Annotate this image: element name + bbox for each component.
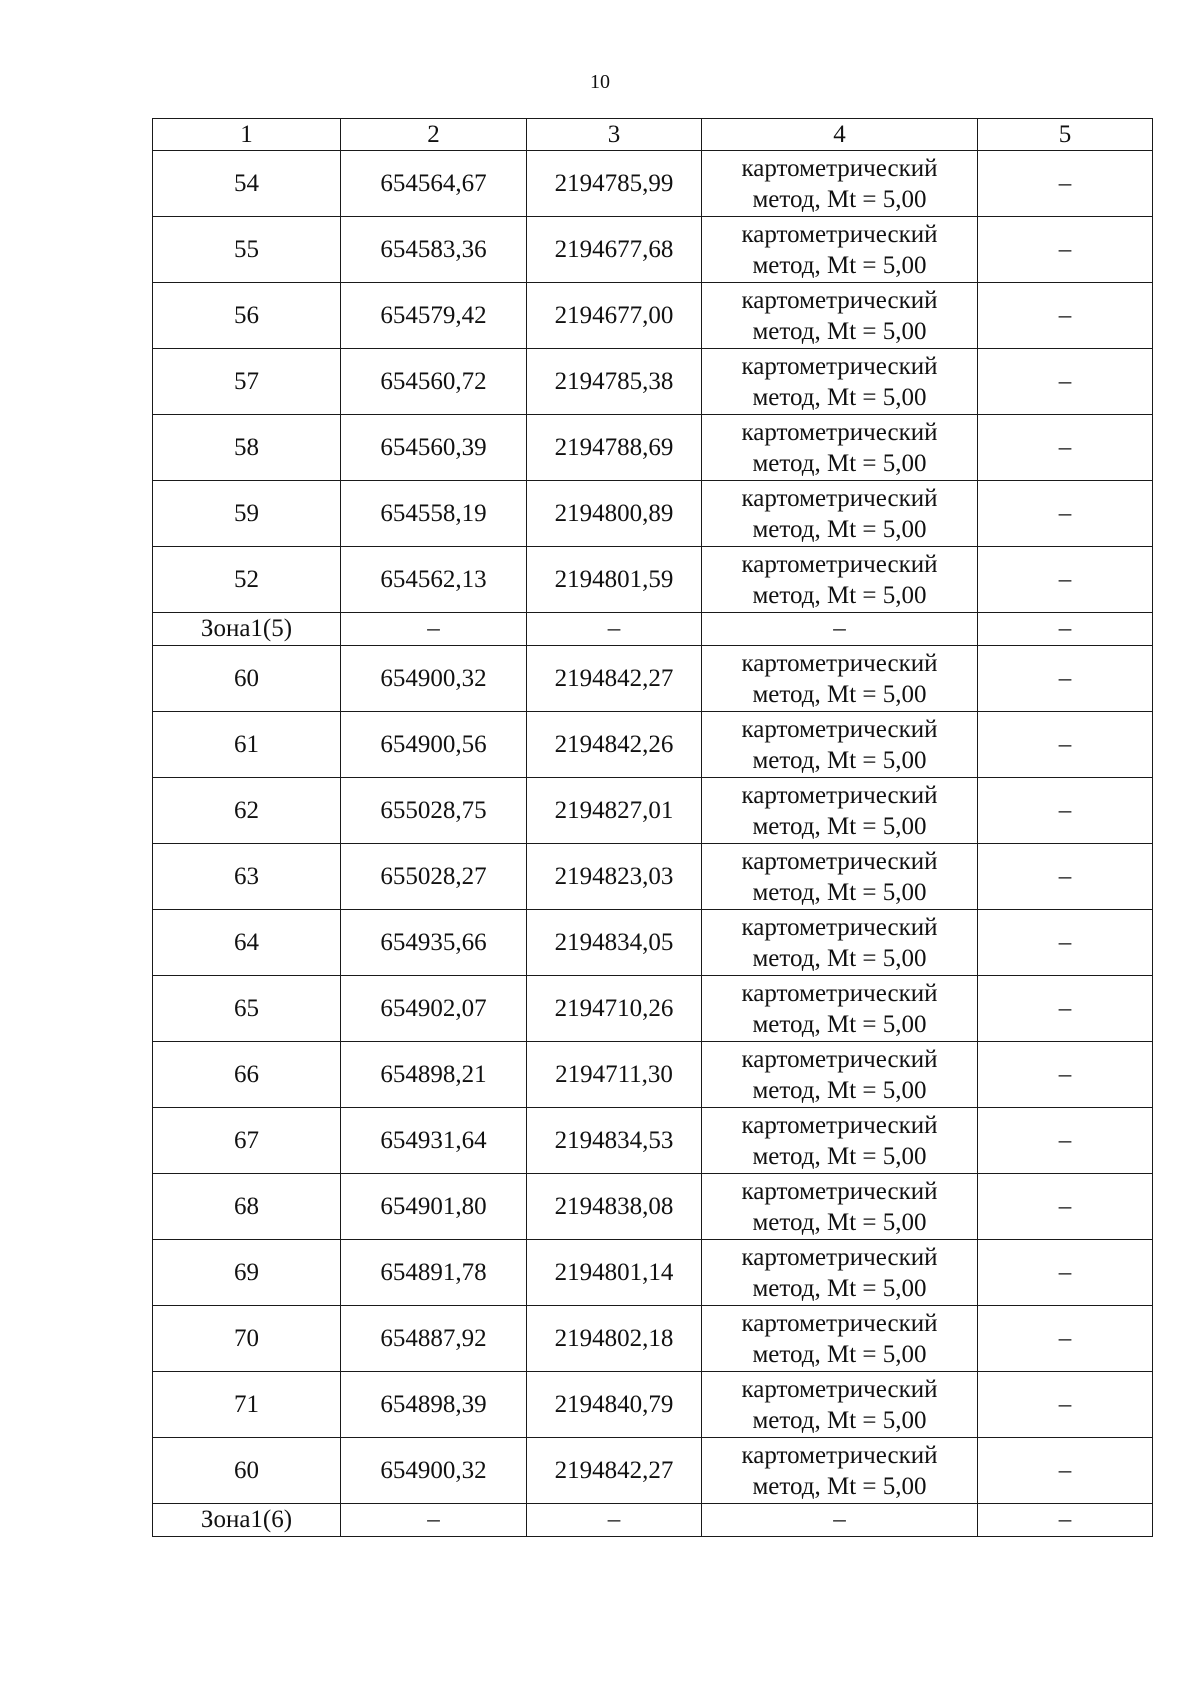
x-coordinate-cell: 654887,92	[341, 1306, 527, 1372]
y-coordinate-cell: 2194785,38	[527, 349, 702, 415]
method-cell	[702, 481, 978, 547]
method-line-2: метод, Mt = 5,00	[752, 1406, 927, 1434]
method-cell: –	[702, 1504, 978, 1537]
method-line-2: метод, Mt = 5,00	[752, 185, 927, 213]
method-cell	[702, 1042, 978, 1108]
method-line-1: картометрический	[741, 1177, 938, 1205]
y-coordinate-cell: 2194785,99	[527, 151, 702, 217]
x-coordinate-cell: 654898,39	[341, 1372, 527, 1438]
table-row	[153, 283, 1153, 349]
notes-cell: –	[978, 415, 1153, 481]
header-row	[153, 119, 1153, 151]
method-cell	[702, 976, 978, 1042]
point-number-cell: 68	[153, 1174, 341, 1240]
x-coordinate-cell: 654891,78	[341, 1240, 527, 1306]
method-line-1: картометрический	[741, 418, 938, 446]
y-coordinate-cell: 2194677,00	[527, 283, 702, 349]
method-cell	[702, 1438, 978, 1504]
y-coordinate-cell: –	[527, 1504, 702, 1537]
column-header-5: 5	[978, 119, 1153, 151]
method-line-2: метод, Mt = 5,00	[752, 1142, 927, 1170]
method-cell	[702, 547, 978, 613]
y-coordinate-cell: 2194801,59	[527, 547, 702, 613]
x-coordinate-cell: 655028,27	[341, 844, 527, 910]
point-number-cell: 63	[153, 844, 341, 910]
method-line-2: метод, Mt = 5,00	[752, 251, 927, 279]
point-number-cell: 54	[153, 151, 341, 217]
notes-cell: –	[978, 151, 1153, 217]
method-line-1: картометрический	[741, 1111, 938, 1139]
y-coordinate-cell: 2194788,69	[527, 415, 702, 481]
method-line-2: метод, Mt = 5,00	[752, 1076, 927, 1104]
table-header	[153, 119, 1153, 151]
page-number: 10	[590, 71, 610, 93]
column-header-1: 1	[153, 119, 341, 151]
table-row	[153, 547, 1153, 613]
column-header-3: 3	[527, 119, 702, 151]
column-header-2: 2	[341, 119, 527, 151]
x-coordinate-cell: 654902,07	[341, 976, 527, 1042]
notes-cell: –	[978, 1504, 1153, 1537]
table-row	[153, 844, 1153, 910]
x-coordinate-cell: –	[341, 613, 527, 646]
notes-cell: –	[978, 1438, 1153, 1504]
method-line-1: картометрический	[741, 847, 938, 875]
method-cell	[702, 910, 978, 976]
point-number-cell: 60	[153, 1438, 341, 1504]
method-cell	[702, 844, 978, 910]
x-coordinate-cell: 655028,75	[341, 778, 527, 844]
method-line-1: картометрический	[741, 220, 938, 248]
method-line-2: метод, Mt = 5,00	[752, 812, 927, 840]
notes-cell: –	[978, 646, 1153, 712]
method-cell	[702, 151, 978, 217]
point-number-cell: 61	[153, 712, 341, 778]
point-number-cell: 70	[153, 1306, 341, 1372]
table-row	[153, 1174, 1153, 1240]
table-row	[153, 481, 1153, 547]
table-row	[153, 778, 1153, 844]
method-line-1: картометрический	[741, 913, 938, 941]
y-coordinate-cell: 2194802,18	[527, 1306, 702, 1372]
table-row	[153, 1372, 1153, 1438]
method-line-1: картометрический	[741, 1309, 938, 1337]
notes-cell: –	[978, 613, 1153, 646]
x-coordinate-cell: 654583,36	[341, 217, 527, 283]
method-cell: –	[702, 613, 978, 646]
table-row	[153, 1306, 1153, 1372]
notes-cell: –	[978, 1174, 1153, 1240]
y-coordinate-cell: 2194710,26	[527, 976, 702, 1042]
notes-cell: –	[978, 283, 1153, 349]
y-coordinate-cell: 2194834,53	[527, 1108, 702, 1174]
table-row	[153, 151, 1153, 217]
point-number-cell: 56	[153, 283, 341, 349]
notes-cell: –	[978, 976, 1153, 1042]
method-line-1: картометрический	[741, 352, 938, 380]
point-number-cell: 59	[153, 481, 341, 547]
y-coordinate-cell: 2194842,27	[527, 646, 702, 712]
point-number-cell: 66	[153, 1042, 341, 1108]
x-coordinate-cell: 654935,66	[341, 910, 527, 976]
point-number-cell: 64	[153, 910, 341, 976]
point-number-cell: 71	[153, 1372, 341, 1438]
x-coordinate-cell: –	[341, 1504, 527, 1537]
notes-cell: –	[978, 1042, 1153, 1108]
method-line-2: метод, Mt = 5,00	[752, 383, 927, 411]
method-cell	[702, 283, 978, 349]
point-number-cell: 58	[153, 415, 341, 481]
notes-cell: –	[978, 910, 1153, 976]
method-line-2: метод, Mt = 5,00	[752, 317, 927, 345]
point-number-cell: 65	[153, 976, 341, 1042]
x-coordinate-cell: 654564,67	[341, 151, 527, 217]
method-line-2: метод, Mt = 5,00	[752, 1274, 927, 1302]
x-coordinate-cell: 654931,64	[341, 1108, 527, 1174]
y-coordinate-cell: 2194711,30	[527, 1042, 702, 1108]
notes-cell: –	[978, 1240, 1153, 1306]
method-cell	[702, 646, 978, 712]
table-row	[153, 1042, 1153, 1108]
method-line-1: картометрический	[741, 154, 938, 182]
table-row	[153, 1108, 1153, 1174]
method-cell	[702, 1108, 978, 1174]
method-cell	[702, 217, 978, 283]
method-line-2: метод, Mt = 5,00	[752, 1472, 927, 1500]
point-number-cell: 52	[153, 547, 341, 613]
method-line-1: картометрический	[741, 484, 938, 512]
method-line-1: картометрический	[741, 286, 938, 314]
point-number-cell: 62	[153, 778, 341, 844]
method-line-2: метод, Mt = 5,00	[752, 944, 927, 972]
table-row	[153, 712, 1153, 778]
method-line-2: метод, Mt = 5,00	[752, 515, 927, 543]
method-cell	[702, 1372, 978, 1438]
method-line-2: метод, Mt = 5,00	[752, 746, 927, 774]
y-coordinate-cell: 2194842,26	[527, 712, 702, 778]
method-line-2: метод, Mt = 5,00	[752, 1010, 927, 1038]
x-coordinate-cell: 654560,72	[341, 349, 527, 415]
x-coordinate-cell: 654900,32	[341, 1438, 527, 1504]
method-line-1: картометрический	[741, 649, 938, 677]
method-line-1: картометрический	[741, 781, 938, 809]
method-cell	[702, 415, 978, 481]
point-number-cell: 55	[153, 217, 341, 283]
table-row	[153, 910, 1153, 976]
notes-cell: –	[978, 1372, 1153, 1438]
x-coordinate-cell: 654558,19	[341, 481, 527, 547]
method-line-2: метод, Mt = 5,00	[752, 680, 927, 708]
method-line-2: метод, Mt = 5,00	[752, 878, 927, 906]
notes-cell: –	[978, 1306, 1153, 1372]
table-row	[153, 1438, 1153, 1504]
table-row	[153, 217, 1153, 283]
point-number-cell: 69	[153, 1240, 341, 1306]
method-line-1: картометрический	[741, 979, 938, 1007]
method-cell	[702, 349, 978, 415]
method-line-2: метод, Mt = 5,00	[752, 581, 927, 609]
x-coordinate-cell: 654898,21	[341, 1042, 527, 1108]
zone-label-cell: Зона1(6)	[153, 1504, 341, 1537]
method-cell	[702, 1240, 978, 1306]
method-cell	[702, 712, 978, 778]
table-row	[153, 349, 1153, 415]
y-coordinate-cell: 2194838,08	[527, 1174, 702, 1240]
x-coordinate-cell: 654560,39	[341, 415, 527, 481]
table-row	[153, 1240, 1153, 1306]
notes-cell: –	[978, 217, 1153, 283]
zone-label-cell: Зона1(5)	[153, 613, 341, 646]
y-coordinate-cell: –	[527, 613, 702, 646]
notes-cell: –	[978, 349, 1153, 415]
method-line-1: картометрический	[741, 550, 938, 578]
notes-cell: –	[978, 481, 1153, 547]
table-row	[153, 976, 1153, 1042]
point-number-cell: 57	[153, 349, 341, 415]
method-line-1: картометрический	[741, 1441, 938, 1469]
notes-cell: –	[978, 844, 1153, 910]
zone-separator-row	[153, 1504, 1153, 1537]
x-coordinate-cell: 654901,80	[341, 1174, 527, 1240]
table-body	[153, 151, 1153, 1537]
method-line-1: картометрический	[741, 1045, 938, 1073]
y-coordinate-cell: 2194677,68	[527, 217, 702, 283]
coordinates-table	[152, 118, 1153, 1537]
x-coordinate-cell: 654579,42	[341, 283, 527, 349]
method-cell	[702, 778, 978, 844]
method-line-2: метод, Mt = 5,00	[752, 449, 927, 477]
y-coordinate-cell: 2194800,89	[527, 481, 702, 547]
y-coordinate-cell: 2194842,27	[527, 1438, 702, 1504]
point-number-cell: 67	[153, 1108, 341, 1174]
x-coordinate-cell: 654900,56	[341, 712, 527, 778]
method-line-1: картометрический	[741, 1243, 938, 1271]
y-coordinate-cell: 2194823,03	[527, 844, 702, 910]
method-cell	[702, 1174, 978, 1240]
notes-cell: –	[978, 1108, 1153, 1174]
method-line-2: метод, Mt = 5,00	[752, 1340, 927, 1368]
y-coordinate-cell: 2194840,79	[527, 1372, 702, 1438]
x-coordinate-cell: 654562,13	[341, 547, 527, 613]
y-coordinate-cell: 2194827,01	[527, 778, 702, 844]
y-coordinate-cell: 2194834,05	[527, 910, 702, 976]
zone-separator-row	[153, 613, 1153, 646]
method-cell	[702, 1306, 978, 1372]
x-coordinate-cell: 654900,32	[341, 646, 527, 712]
column-header-4: 4	[702, 119, 978, 151]
notes-cell: –	[978, 712, 1153, 778]
notes-cell: –	[978, 778, 1153, 844]
method-line-1: картометрический	[741, 1375, 938, 1403]
notes-cell: –	[978, 547, 1153, 613]
method-line-1: картометрический	[741, 715, 938, 743]
y-coordinate-cell: 2194801,14	[527, 1240, 702, 1306]
point-number-cell: 60	[153, 646, 341, 712]
method-line-2: метод, Mt = 5,00	[752, 1208, 927, 1236]
table-row	[153, 415, 1153, 481]
table-row	[153, 646, 1153, 712]
